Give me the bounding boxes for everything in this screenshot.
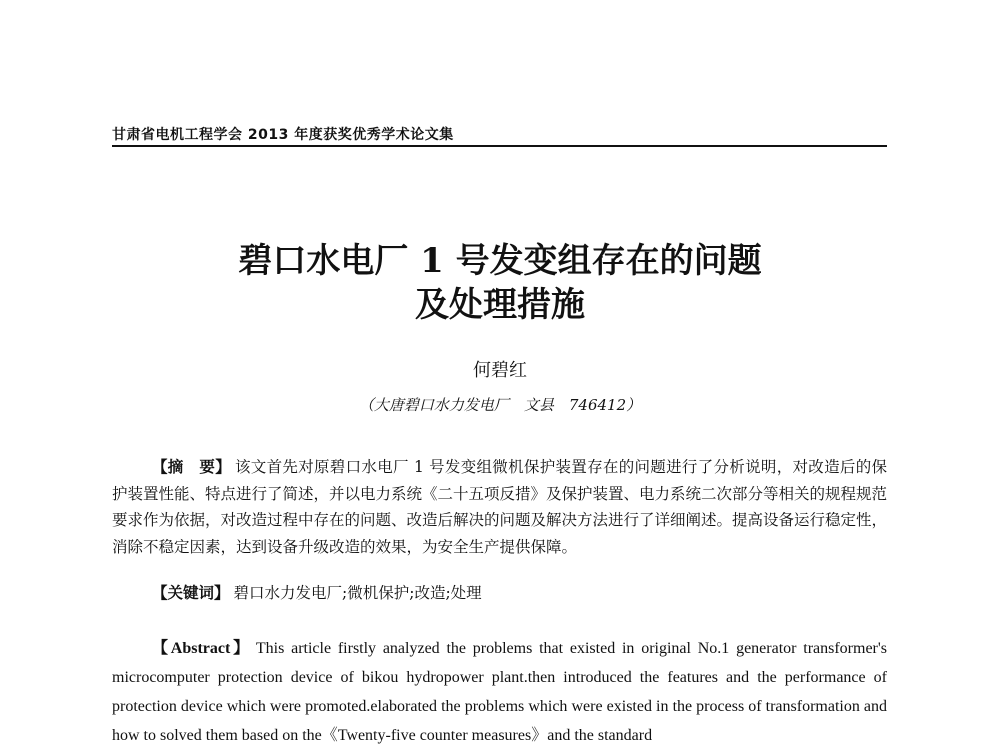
chinese-abstract-label: 【摘 要】 xyxy=(152,458,231,476)
keywords xyxy=(152,581,482,603)
english-abstract-text: This article firstly analyzed the problems that existed in original No.1 generator transformer's microcomputer protection device of bikou hydropower plant.then introduced the features and the performance of protection device which were promoted.elaborated the problems which were existed in the process of transformation and how to solved them based on the《Twenty-five counter measures》and the standard xyxy=(112,640,887,744)
article-title-line-1: 碧口水电厂 1 号发变组存在的问题 xyxy=(238,241,762,281)
author-affiliation: （大唐碧口水力发电厂 文县 746412） xyxy=(358,396,642,414)
keywords-label: 【关键词】 xyxy=(152,584,230,602)
keywords-text: 碧口水力发电厂;微机保护;改造;处理 xyxy=(233,584,482,602)
chinese-abstract xyxy=(112,454,887,560)
english-abstract-label: 【Abstract】 xyxy=(152,640,252,657)
article-title-line-2: 及处理措施 xyxy=(415,285,585,325)
header-rule xyxy=(112,145,887,147)
author-name: 何碧红 xyxy=(473,360,527,381)
chinese-abstract-text: 该文首先对原碧口水电厂 1 号发变组微机保护装置存在的问题进行了分析说明，对改造后的保护装置性能、特点进行了简述，并以电力系统《二十五项反措》及保护装置、电力系统二次部分等相关的规程规范要求作为依据，对改造过程中存在的问题、改造后解决的问题及解决方法进行了详细阐述。提高设备运行稳定性，消除不稳定因素，达到设备升级改造的效果，为安全生产提供保障。 xyxy=(112,458,888,556)
running-header: 甘肃省电机工程学会 2013 年度获奖优秀学术论文集 xyxy=(112,127,454,143)
english-abstract xyxy=(112,634,887,750)
